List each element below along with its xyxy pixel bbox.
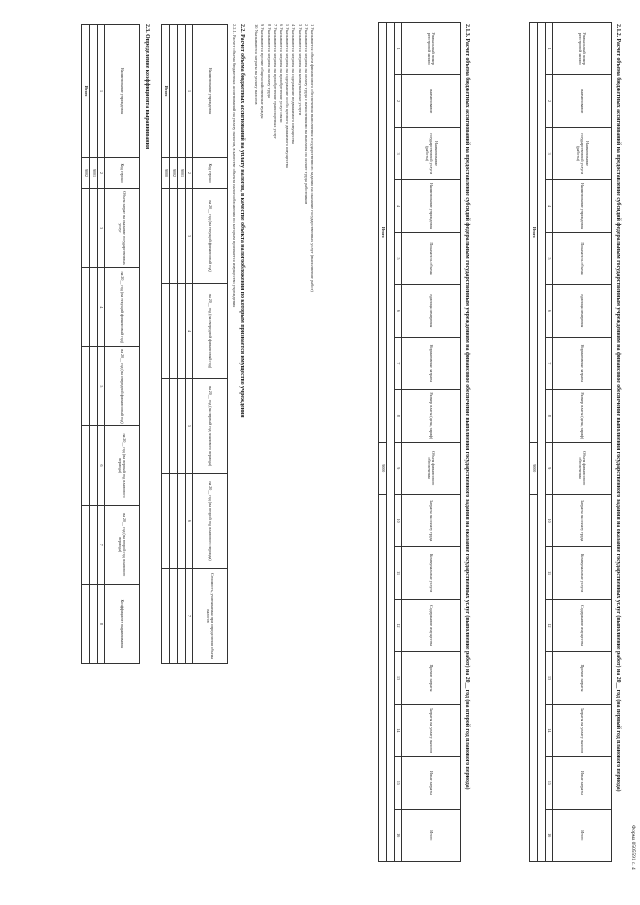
s4-num-7: 7 <box>98 505 105 584</box>
s3-num-1: 1 <box>186 25 193 158</box>
s1-header-institution: Наименование учреждения <box>553 180 612 232</box>
s1-num-8: 8 <box>546 390 553 442</box>
form-number: Форма 0505591 с. 4 <box>630 825 636 870</box>
s1-header-total: Итого <box>553 809 612 861</box>
s1-total-label: Итого <box>530 23 538 443</box>
s2-header-name: наименование <box>402 75 461 127</box>
s2-num-5: 5 <box>395 232 402 284</box>
s4-header-code: Код строки <box>105 158 140 189</box>
s1-num-14: 14 <box>546 704 553 756</box>
s3-num-5: 5 <box>186 379 193 474</box>
s1-header-service: Наименование государственной услуги (работы) <box>553 127 612 179</box>
s4-header-institution: Наименование учреждения <box>105 25 140 158</box>
s1-num-13: 13 <box>546 652 553 704</box>
s2-header-institution: Наименование учреждения <box>402 180 461 232</box>
s1-header-indicator: Показатель объема <box>553 232 612 284</box>
s3-header-current: на 20__ год (на текущий финансовый год) <box>193 189 228 284</box>
s1-header-price: Размер платы (цена, тариф) <box>553 390 612 442</box>
s1-num-11: 11 <box>546 547 553 599</box>
s1-header-labor: Затраты на оплату труда <box>553 494 612 546</box>
s1-num-5: 5 <box>546 232 553 284</box>
s2-total-values <box>379 494 387 861</box>
s1-num-6: 6 <box>546 285 553 337</box>
s4-num-4: 4 <box>98 268 105 347</box>
s2-num-13: 13 <box>395 652 402 704</box>
s2-header-other: Прочие затраты <box>402 652 461 704</box>
s4-num-2: 2 <box>98 158 105 189</box>
s4-header-coefficient: Коэффициент выравнивания <box>105 584 140 663</box>
s4-num-1: 1 <box>98 25 105 158</box>
footnote-4: 4 Указываются затраты на содержание недвижимого имущества <box>291 24 297 144</box>
s2-num-14: 14 <box>395 704 402 756</box>
s2-header-labor: Затраты на оплату труда <box>402 494 461 546</box>
s4-header-next: на 20__ год (на очередной финансовый год) <box>105 347 140 426</box>
s2-total-label: Итого <box>379 23 387 443</box>
s2-header-unit: единица измерения <box>402 285 461 337</box>
s3-row-code: 9001 <box>178 158 186 189</box>
s3-num-4: 4 <box>186 284 193 379</box>
s3-header-first: на 20__ год (на первый год планового периода) <box>193 379 228 474</box>
section-1-title: 2.1.2. Расчет объема бюджетных ассигнований на предоставление субсидий федеральным государственным учреждениям на финансовое обеспечение выполнения государственного задания на оказание государственных услуг (выполнение работ) на 20__ год (на первый год планового периода) <box>615 24 621 792</box>
s4-row-code-2: 9002 <box>82 158 90 189</box>
s2-num-15: 15 <box>395 757 402 809</box>
s2-num-10: 10 <box>395 494 402 546</box>
s2-header-price: Размер платы (цена, тариф) <box>402 390 461 442</box>
s3-num-6: 6 <box>186 474 193 569</box>
s2-num-12: 12 <box>395 599 402 651</box>
s2-num-2: 2 <box>395 75 402 127</box>
footnote-7: 7 Указываются затраты на приобретение транспортных услуг <box>272 24 278 139</box>
s2-header-service: Наименование государственной услуги (работы) <box>402 127 461 179</box>
s3-header-next: на 20__ год (на очередной финансовый год) <box>193 284 228 379</box>
s1-num-3: 3 <box>546 127 553 179</box>
s1-header-unique-number: Уникальный номер реестровой записи <box>553 23 612 75</box>
s2-header-misc: Иные затраты <box>402 757 461 809</box>
s2-num-4: 4 <box>395 180 402 232</box>
footnote-3: 3 Указываются затраты на коммунальные услуги <box>297 24 303 116</box>
s3-row-code-2: 9002 <box>170 158 178 189</box>
s4-header-second: на 20__ год (на второй год планового периода) <box>105 505 140 584</box>
footnote-5: 5 Указываются затраты на содержание особо ценного движимого имущества <box>285 24 291 168</box>
s1-header-utilities: Коммунальные услуги <box>553 547 612 599</box>
section-2-table <box>378 22 461 862</box>
s1-num-10: 10 <box>546 494 553 546</box>
s2-num-11: 11 <box>395 547 402 599</box>
s4-header-first: на 20__ год (на первый год планового периода) <box>105 426 140 505</box>
section-4-table <box>81 24 140 664</box>
s2-header-indicator: Показатель объема <box>402 232 461 284</box>
s2-num-9: 9 <box>395 442 402 494</box>
s1-header-taxes: Затраты на уплату налогов <box>553 704 612 756</box>
footnote-10: 10 Указываются затраты на уплату налогов <box>254 24 260 105</box>
section-4-title: 2.3. Определение коэффициента выравнивания <box>144 24 150 150</box>
footnote-9: 9 Указываются прочие общехозяйственные нужды <box>260 24 266 119</box>
s1-code-9000: 9000 <box>530 442 538 494</box>
s4-num-5: 5 <box>98 347 105 426</box>
s3-num-2: 2 <box>186 158 193 189</box>
s3-header-second: на 20__ год (на второй год планового периода) <box>193 474 228 569</box>
s2-header-norm-costs: Нормативные затраты <box>402 337 461 389</box>
s3-row-institution <box>178 25 186 158</box>
s3-num-3: 3 <box>186 189 193 284</box>
s2-header-total: Итого <box>402 809 461 861</box>
footnote-2: 2 Указываются затраты на оплату труда с начислениями на выплаты по оплате труда работников <box>303 24 309 205</box>
s3-total-code: 9000 <box>162 158 170 189</box>
s3-num-7: 7 <box>186 569 193 664</box>
footnote-8: 8 Указываются затраты на оплату труда <box>266 24 272 98</box>
s1-num-15: 15 <box>546 757 553 809</box>
s2-num-7: 7 <box>395 337 402 389</box>
s1-num-16: 16 <box>546 809 553 861</box>
s4-num-8: 8 <box>98 584 105 663</box>
s4-num-3: 3 <box>98 189 105 268</box>
s1-header-property: Содержание имущества <box>553 599 612 651</box>
s3-header-code: Код строки <box>193 158 228 189</box>
section-3-subtitle: 2.2.1. Расчет объема бюджетных ассигнований на уплату налогов, в качестве объекта налогообложения по которым признается имущество учреждения <box>232 24 237 308</box>
s2-header-taxes: Затраты на уплату налогов <box>402 704 461 756</box>
s1-num-4: 4 <box>546 180 553 232</box>
section-3-table <box>161 24 228 664</box>
s4-header-current: на 20__ год (на текущий финансовый год) <box>105 268 140 347</box>
s2-num-1: 1 <box>395 23 402 75</box>
section-2-title: 2.1.3. Расчет объема бюджетных ассигнований на предоставление субсидий федеральным государственным учреждениям на финансовое обеспечение выполнения государственного задания на оказание государственных услуг (выполнение работ) на 20__ год (на второй год планового периода) <box>464 24 470 790</box>
footnote-6: 6 Указываются затраты на приобретение услуг связи <box>279 24 284 123</box>
s1-num-7: 7 <box>546 337 553 389</box>
s3-header-value: Стоимость, учитываемая при определении объема налогов <box>193 569 228 664</box>
s2-data-row <box>387 23 395 862</box>
s1-header-name: наименование <box>553 75 612 127</box>
s2-header-volume: Объем финансового обеспечения <box>402 442 461 494</box>
s2-header-unique-number: Уникальный номер реестровой записи <box>402 23 461 75</box>
s2-num-3: 3 <box>395 127 402 179</box>
s4-row-code-1: 9001 <box>90 158 98 189</box>
s2-header-property: Содержание имущества <box>402 599 461 651</box>
footnote-1: 1 Указывается объем финансового обеспечения выполнения государственного задания на оказание государственных услуг (выполнение работ) <box>310 24 315 292</box>
s1-header-unit: единица измерения <box>553 285 612 337</box>
s2-code-9000: 9000 <box>379 442 387 494</box>
s1-num-1: 1 <box>546 23 553 75</box>
s2-num-8: 8 <box>395 390 402 442</box>
s1-num-9: 9 <box>546 442 553 494</box>
s2-header-utilities: Коммунальные услуги <box>402 547 461 599</box>
s2-num-16: 16 <box>395 809 402 861</box>
s3-header-institution: Наименование учреждения <box>193 25 228 158</box>
s1-header-volume: Объем финансового обеспечения <box>553 442 612 494</box>
section-3-title: 2.2. Расчет объема бюджетных ассигнований на уплату налогов, в качестве объекта налогообложения по которым признается имущество учреждения <box>239 24 245 418</box>
s4-num-6: 6 <box>98 426 105 505</box>
s1-num-12: 12 <box>546 599 553 651</box>
s1-num-2: 2 <box>546 75 553 127</box>
section-1-table <box>529 22 612 862</box>
s3-total-label: Итого <box>162 25 170 158</box>
s2-num-6: 6 <box>395 285 402 337</box>
s1-header-other: Прочие затраты <box>553 652 612 704</box>
s4-total-label: Итого <box>82 25 90 158</box>
s1-data-row <box>538 23 546 862</box>
s1-header-norm-costs: Нормативные затраты <box>553 337 612 389</box>
s1-header-misc: Иные затраты <box>553 757 612 809</box>
s4-header-volume: Объем затрат на оказание государственных услуг <box>105 189 140 268</box>
s1-total-values <box>530 494 538 861</box>
